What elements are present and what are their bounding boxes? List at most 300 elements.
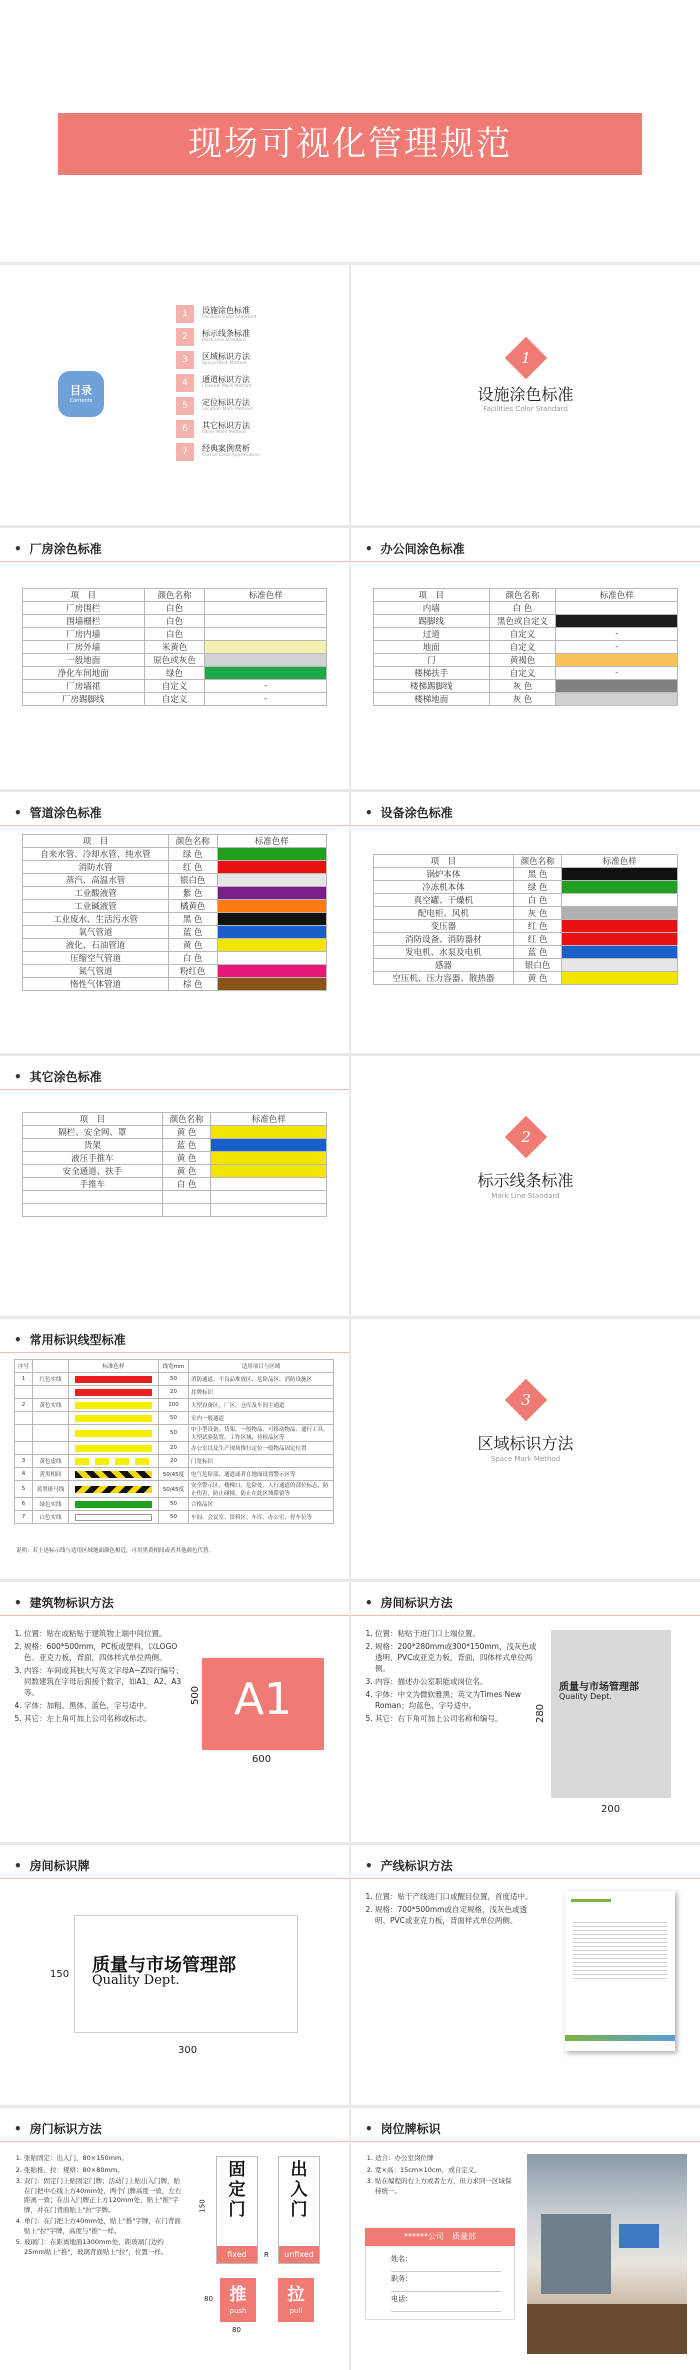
sample-cell: [211, 1178, 327, 1191]
factory-color-table: [22, 588, 327, 706]
item-cell: 消防设备、消防器材: [374, 933, 514, 946]
office-color-slide: [351, 528, 700, 789]
sample-cell: [562, 894, 678, 907]
color-cell: 红 色: [168, 861, 217, 874]
slide-title: • 建筑物标识方法: [14, 1594, 114, 1611]
width-cell: 20: [159, 1442, 189, 1455]
table-row: [23, 939, 327, 952]
item-cell: 工业废水、生活污水管: [23, 913, 169, 926]
sample-cell: [205, 615, 327, 628]
sample-cell: [211, 1204, 327, 1217]
color-cell: 绿 色: [168, 848, 217, 861]
width-cell: 100: [159, 1399, 189, 1412]
item-cell: [23, 1204, 163, 1217]
sample-cell: [562, 972, 678, 985]
line-sample-bar: [75, 1389, 152, 1396]
sample-cell: [69, 1511, 159, 1524]
color-cell: 黄 色: [513, 972, 562, 985]
post-field: [391, 2274, 501, 2292]
sample-cell: -: [205, 693, 327, 706]
color-cell: [162, 1191, 211, 1204]
room-plate-cn: 质量与市场管理部: [92, 1955, 236, 1976]
sample-cell: [217, 965, 326, 978]
sample-cell: [217, 952, 326, 965]
door-sign-slide: [0, 2108, 349, 2370]
height-dim: 280: [535, 1703, 547, 1724]
table-row: [374, 667, 678, 680]
section-title: 区域标识方法: [477, 1434, 574, 1453]
table-row: [23, 913, 327, 926]
post-card-header: ******公司 质量部: [365, 2228, 515, 2246]
line-sample-bar: [75, 1445, 152, 1452]
sample-cell: [556, 602, 678, 615]
no-cell: [15, 1386, 33, 1399]
toc-item: [176, 326, 336, 349]
pull-cn: 拉: [287, 2285, 305, 2305]
divider: [0, 1878, 349, 1879]
list-item: 3. 贴在编程的右上方或者左方，但力求同一区域保持统一。: [375, 2177, 515, 2196]
section-title: 设施涂色标准: [477, 385, 574, 404]
color-cell: 绿色: [144, 667, 205, 680]
photo-partition: [541, 2214, 611, 2294]
push-en: push: [229, 2307, 247, 2315]
sample-cell: [69, 1412, 159, 1425]
post-field: [391, 2254, 501, 2272]
width-cell: 50: [159, 1511, 189, 1524]
width-cell: 20: [159, 1455, 189, 1468]
color-cell: 自定义: [489, 628, 556, 641]
slide-title: • 房门标识方法: [14, 2120, 102, 2137]
table-row: [374, 959, 678, 972]
table-row: [23, 667, 327, 680]
table-row: [374, 615, 678, 628]
header-item: 项 目: [23, 589, 145, 602]
room-sign-slide: [351, 1582, 700, 1842]
post-card-fields: [391, 2254, 501, 2314]
name-cell: 黄黑斑马线: [33, 1481, 69, 1498]
section-subtitle: Facilities Color Standard: [483, 405, 568, 413]
sample-cell: [217, 900, 326, 913]
toc-title: 目录: [70, 384, 92, 397]
sample-cell: [562, 907, 678, 920]
toc-item-label: 通道标识方法: [202, 375, 250, 384]
use-cell: 电气危险部、通道或者在地面设置警示区等: [189, 1468, 334, 1481]
post-sign-slide: [351, 2108, 700, 2370]
line-type-table: [14, 1359, 334, 1524]
toc-item-label: 经典案例赏析: [202, 444, 250, 453]
item-cell: 氧气管道: [23, 926, 169, 939]
section-subtitle: Mark Line Standard: [491, 1192, 560, 1200]
toc-number-box: 6: [176, 420, 194, 438]
width-cell: 50: [159, 1425, 189, 1442]
sample-cell: [69, 1455, 159, 1468]
push-cn: 推: [229, 2285, 247, 2305]
divider: [0, 2141, 349, 2142]
fixed-door-en: fixed: [217, 2246, 257, 2263]
color-cell: 橘黄色: [168, 900, 217, 913]
width-cell: 50/45度: [159, 1481, 189, 1498]
item-cell: 楼梯踢脚线: [374, 680, 490, 693]
post-field-label: 姓名：: [391, 2255, 412, 2263]
sample-cell: [205, 602, 327, 615]
use-cell: 消防通道、不良品堆放区、危险品区、消防设施区: [189, 1373, 334, 1386]
color-cell: 白 色: [168, 952, 217, 965]
color-cell: 自定义: [489, 641, 556, 654]
list-item: 5. 玻璃门：在距离地面1300mm处，距玻璃门边约25mm贴上"推"，玻璃背面贴上"拉"，位置一样。: [24, 2238, 184, 2257]
section-subtitle: Space Mark Method: [490, 1455, 561, 1463]
item-cell: 踢脚线: [374, 615, 490, 628]
color-cell: 红 色: [513, 920, 562, 933]
header-name: [33, 1360, 69, 1373]
item-cell: 空压机、压力容器、散热器: [374, 972, 514, 985]
pipe-color-table: [22, 834, 327, 991]
table-row: [23, 1204, 327, 1217]
color-cell: 蓝 色: [162, 1139, 211, 1152]
other-color-slide: [0, 1056, 349, 1316]
cover-title: 现场可视化管理规范: [188, 124, 512, 164]
sample-cell: [69, 1498, 159, 1511]
item-cell: 厂房墙裙: [23, 680, 145, 693]
sample-cell: -: [556, 667, 678, 680]
line-sample-bar: [75, 1430, 152, 1437]
table-row: [374, 920, 678, 933]
color-cell: 黄 色: [162, 1165, 211, 1178]
sample-cell: [69, 1399, 159, 1412]
toc-item-label: 其它标识方法: [202, 421, 250, 430]
line-sample-bar: [75, 1501, 152, 1508]
no-cell: [15, 1412, 33, 1425]
fixed-door-cn: 固定门: [228, 2160, 246, 2220]
header-color: 颜色名称: [513, 855, 562, 868]
sample-cell: [205, 654, 327, 667]
divider: [351, 1878, 700, 1879]
list-item: 1. 适合：办公室岗位牌: [375, 2154, 515, 2164]
divider: [0, 561, 349, 562]
list-item: 2. 规格：200*280mm或300*150mm，浅灰色或透明、PVC或亚克力板，背面，四体样式单位两侧。: [375, 1641, 537, 1674]
color-cell: 银白色: [513, 959, 562, 972]
list-item: 2. 规格：600*500mm，PC板或塑料，以LOGO色、亚克力板，背面，四体样式单位两侧。: [24, 1641, 186, 1663]
color-cell: 黑色或自定义: [489, 615, 556, 628]
divider: [351, 825, 700, 826]
toc-number-box: 3: [176, 351, 194, 369]
sample-cell: [217, 861, 326, 874]
color-cell: 白 色: [489, 602, 556, 615]
sample-cell: [217, 913, 326, 926]
table-row: [23, 848, 327, 861]
no-cell: [15, 1442, 33, 1455]
use-cell: 门宽标识: [189, 1455, 334, 1468]
use-cell: 室内一般通道: [189, 1412, 334, 1425]
item-cell: 发电机、水泵及电机: [374, 946, 514, 959]
no-cell: 4: [15, 1468, 33, 1481]
toc-item: [176, 303, 336, 326]
color-cell: 白色: [144, 615, 205, 628]
color-cell: 紫 色: [168, 887, 217, 900]
table-row: [15, 1386, 334, 1399]
item-cell: 内墙: [374, 602, 490, 615]
name-cell: 绿色实线: [33, 1498, 69, 1511]
table-row: [23, 900, 327, 913]
table-row: [23, 1165, 327, 1178]
office-color-table: [373, 588, 678, 706]
table-row: [374, 972, 678, 985]
width-cell: 20: [159, 1386, 189, 1399]
sample-cell: [211, 1139, 327, 1152]
line-type-note: 说明：若上述标示线与适用区域地面颜色相近，可用黑黄相间或者其他颜色代替。: [16, 1548, 215, 1554]
color-cell: 黄 色: [162, 1152, 211, 1165]
use-cell: 办公室以及生产现场推行定位一般物品固定位置: [189, 1442, 334, 1455]
sample-cell: [205, 641, 327, 654]
table-row: [374, 654, 678, 667]
no-cell: 2: [15, 1399, 33, 1412]
table-row: [23, 965, 327, 978]
header-sample: 标准色样: [217, 835, 326, 848]
slide-title: • 其它涂色标准: [14, 1068, 102, 1085]
line-type-slide: [0, 1319, 349, 1579]
color-cell: 米黄色: [144, 641, 205, 654]
width-cell: 50: [159, 1373, 189, 1386]
list-item: 1. 位置：贴在或粘贴于建筑物上端中间位置。: [24, 1628, 186, 1639]
section-title: 标示线条标准: [477, 1171, 574, 1190]
lineplate-spec-list: [365, 1891, 537, 1928]
table-row: [15, 1511, 334, 1524]
header-item: 项 目: [23, 1113, 163, 1126]
width-dim: 200: [601, 1804, 621, 1815]
header-item: 项 目: [374, 855, 514, 868]
name-cell: [33, 1442, 69, 1455]
toc-number-box: 5: [176, 397, 194, 415]
line-sample-bar: [75, 1514, 152, 1521]
item-cell: 消防水管: [23, 861, 169, 874]
table-row: [374, 628, 678, 641]
item-cell: 厂房外墙: [23, 641, 145, 654]
item-cell: 锅炉本体: [374, 868, 514, 881]
slide-title: • 厂房涂色标准: [14, 540, 102, 557]
divider: [0, 1615, 349, 1616]
room-sign: [551, 1630, 671, 1798]
width-dim-80: 80: [232, 2326, 241, 2334]
sample-cell: [556, 680, 678, 693]
table-row: [23, 861, 327, 874]
slide-title: • 房间标识方法: [365, 1594, 453, 1611]
toc-item-label: 区域标识方法: [202, 352, 250, 361]
line-sample-bar: [75, 1376, 152, 1383]
sample-cell: [211, 1152, 327, 1165]
header-color: 颜色名称: [168, 835, 217, 848]
use-cell: 挂牌标识: [189, 1386, 334, 1399]
name-cell: 黄黑相间: [33, 1468, 69, 1481]
slide-title: • 办公间涂色标准: [365, 540, 465, 557]
color-cell: 黄 色: [168, 939, 217, 952]
table-row: [23, 1126, 327, 1139]
sample-cell: [69, 1481, 159, 1498]
toc-number-box: 2: [176, 328, 194, 346]
toc-item-en: Space Mark Method: [202, 361, 247, 366]
item-cell: 厂房围栏: [23, 602, 145, 615]
color-cell: 灰 色: [489, 693, 556, 706]
line-sample-bar: [75, 1471, 152, 1478]
table-row: [23, 887, 327, 900]
section-number: 1: [521, 349, 531, 367]
width-dim: 300: [178, 2045, 198, 2056]
no-cell: [15, 1425, 33, 1442]
r-label: R: [264, 2251, 269, 2259]
room-sign-en: Quality Dept.: [559, 1692, 612, 1701]
item-cell: 过道: [374, 628, 490, 641]
toc-item: [176, 372, 336, 395]
item-cell: 厂房内墙: [23, 628, 145, 641]
table-row: [15, 1425, 334, 1442]
table-row: [374, 933, 678, 946]
sample-cell: [211, 1126, 327, 1139]
sample-cell: -: [556, 641, 678, 654]
item-cell: 压缩空气管道: [23, 952, 169, 965]
item-cell: 围墙栅栏: [23, 615, 145, 628]
post-field-label: 职务：: [391, 2275, 412, 2283]
no-cell: 5: [15, 1481, 33, 1498]
table-row: [23, 1139, 327, 1152]
use-cell: 车间、会议室、资料区、车库、办公室、停车位等: [189, 1511, 334, 1524]
header-sample: 标准色样: [556, 589, 678, 602]
height-dim: 500: [190, 1685, 202, 1706]
toc-item-label: 设施涂色标准: [202, 306, 250, 315]
toc-item: [176, 441, 336, 464]
sample-cell: [217, 978, 326, 991]
toc-number-box: 1: [176, 305, 194, 323]
sample-cell: [69, 1442, 159, 1455]
name-cell: 黄色虚线: [33, 1455, 69, 1468]
item-cell: 工业酸液管: [23, 887, 169, 900]
list-item: 4. 字体：加粗、黑体、蓝色，字号适中。: [24, 1700, 186, 1711]
section-number: 2: [521, 1128, 531, 1146]
toc-item-label: 标示线条标准: [202, 329, 250, 338]
toc-item-en: Channel Mark Method: [202, 384, 252, 389]
item-cell: 氮气管道: [23, 965, 169, 978]
sample-cell: [211, 1165, 327, 1178]
sample-cell: [556, 615, 678, 628]
list-item: 3. 内容：车间或其独大写英文字母A~Z四行编号；同数建筑在字母后面接个数字，如A1、A2、A3等。: [24, 1665, 186, 1698]
sample-cell: [69, 1425, 159, 1442]
item-cell: 厂房踢脚线: [23, 693, 145, 706]
factory-color-slide: [0, 528, 349, 789]
divider: [0, 1352, 349, 1353]
door-spec-list: [14, 2154, 184, 2259]
color-cell: 原色或灰色: [144, 654, 205, 667]
header-color: 颜色名称: [144, 589, 205, 602]
sample-cell: [217, 848, 326, 861]
slide-title: • 岗位牌标识: [365, 2120, 441, 2137]
pipe-color-slide: [0, 792, 349, 1053]
line-sample-bar: [75, 1402, 152, 1409]
line-sample-bar: [75, 1486, 152, 1493]
color-cell: [162, 1204, 211, 1217]
table-row: [374, 602, 678, 615]
sample-cell: [69, 1386, 159, 1399]
photo-badge: [619, 2224, 659, 2248]
plate-footer-bar: [565, 2035, 675, 2041]
toc-item-en: Facilities Color Standard: [202, 315, 257, 320]
item-cell: 工业碱液管: [23, 900, 169, 913]
color-cell: 白 色: [513, 894, 562, 907]
section2-slide: [351, 1056, 700, 1316]
list-item: 1. 位置：粘贴于进门口上端位置。: [375, 1628, 537, 1639]
slide-title: • 产线标识方法: [365, 1857, 453, 1874]
out-door-cn: 出入门: [290, 2160, 308, 2220]
line-sample-bar: [75, 1458, 152, 1465]
cover-slide: [0, 0, 700, 262]
name-cell: 黄色实线: [33, 1399, 69, 1412]
sample-cell: [69, 1468, 159, 1481]
table-row: [23, 680, 327, 693]
sample-cell: [217, 939, 326, 952]
plate-header-bar: [571, 1899, 611, 1902]
toc-item: [176, 349, 336, 372]
width-cell: 50: [159, 1498, 189, 1511]
color-cell: 银白色: [168, 874, 217, 887]
name-cell: 白色实线: [33, 1511, 69, 1524]
no-cell: 7: [15, 1511, 33, 1524]
name-cell: [33, 1412, 69, 1425]
a1-sign-text: A1: [233, 1674, 293, 1725]
toc-number-box: 7: [176, 443, 194, 461]
item-cell: 净化车间地面: [23, 667, 145, 680]
sample-cell: -: [205, 680, 327, 693]
sample-cell: -: [556, 628, 678, 641]
line-plate-sample: [565, 1891, 675, 2051]
item-cell: 门: [374, 654, 490, 667]
color-cell: 黑 色: [168, 913, 217, 926]
header-sample: 标准色样: [69, 1360, 159, 1373]
item-cell: 变压器: [374, 920, 514, 933]
item-cell: 冷冻机本体: [374, 881, 514, 894]
item-cell: 货架: [23, 1139, 163, 1152]
sample-cell: [562, 920, 678, 933]
header-item: 项 目: [374, 589, 490, 602]
use-cell: 合格品区: [189, 1498, 334, 1511]
list-item: 2. 张贴推、拉：规格：80×80mm。: [24, 2166, 184, 2176]
toc-item: [176, 418, 336, 441]
list-item: 1. 张贴固定：出入门，80×150mm。: [24, 2154, 184, 2164]
table-row: [374, 693, 678, 706]
sample-cell: [556, 654, 678, 667]
photo-desk: [527, 2304, 687, 2354]
use-cell: 大型设备区、厂区、仓库及车间主通道: [189, 1399, 334, 1412]
section3-slide: [351, 1319, 700, 1579]
item-cell: 自来水管、冷却水管、纯水管: [23, 848, 169, 861]
toc-number-box: 4: [176, 374, 194, 392]
color-cell: 灰 色: [513, 907, 562, 920]
sample-cell: [217, 887, 326, 900]
color-cell: 白色: [144, 602, 205, 615]
room-sign-cn: 质量与市场管理部: [559, 1682, 639, 1693]
table-row: [23, 1191, 327, 1204]
header-sample: 标准色样: [211, 1113, 327, 1126]
item-cell: 安全通道、扶手: [23, 1165, 163, 1178]
table-row: [23, 952, 327, 965]
item-cell: 隔栏、安全网、罩: [23, 1126, 163, 1139]
use-cell: 安全警示区，楼梯口、危险处、人行通道的部位标志，防止伤害，防止碰撞，防止在此区域滞留等: [189, 1481, 334, 1498]
slide-title: • 管道涂色标准: [14, 804, 102, 821]
sample-cell: [205, 667, 327, 680]
table-row: [374, 680, 678, 693]
item-cell: 地面: [374, 641, 490, 654]
item-cell: 楼梯地面: [374, 693, 490, 706]
header-use: 适用项目与区域: [189, 1360, 334, 1373]
table-row: [23, 693, 327, 706]
table-row: [15, 1498, 334, 1511]
width-dim: 600: [252, 1754, 272, 1765]
height-dim-80: 80: [204, 2295, 213, 2303]
